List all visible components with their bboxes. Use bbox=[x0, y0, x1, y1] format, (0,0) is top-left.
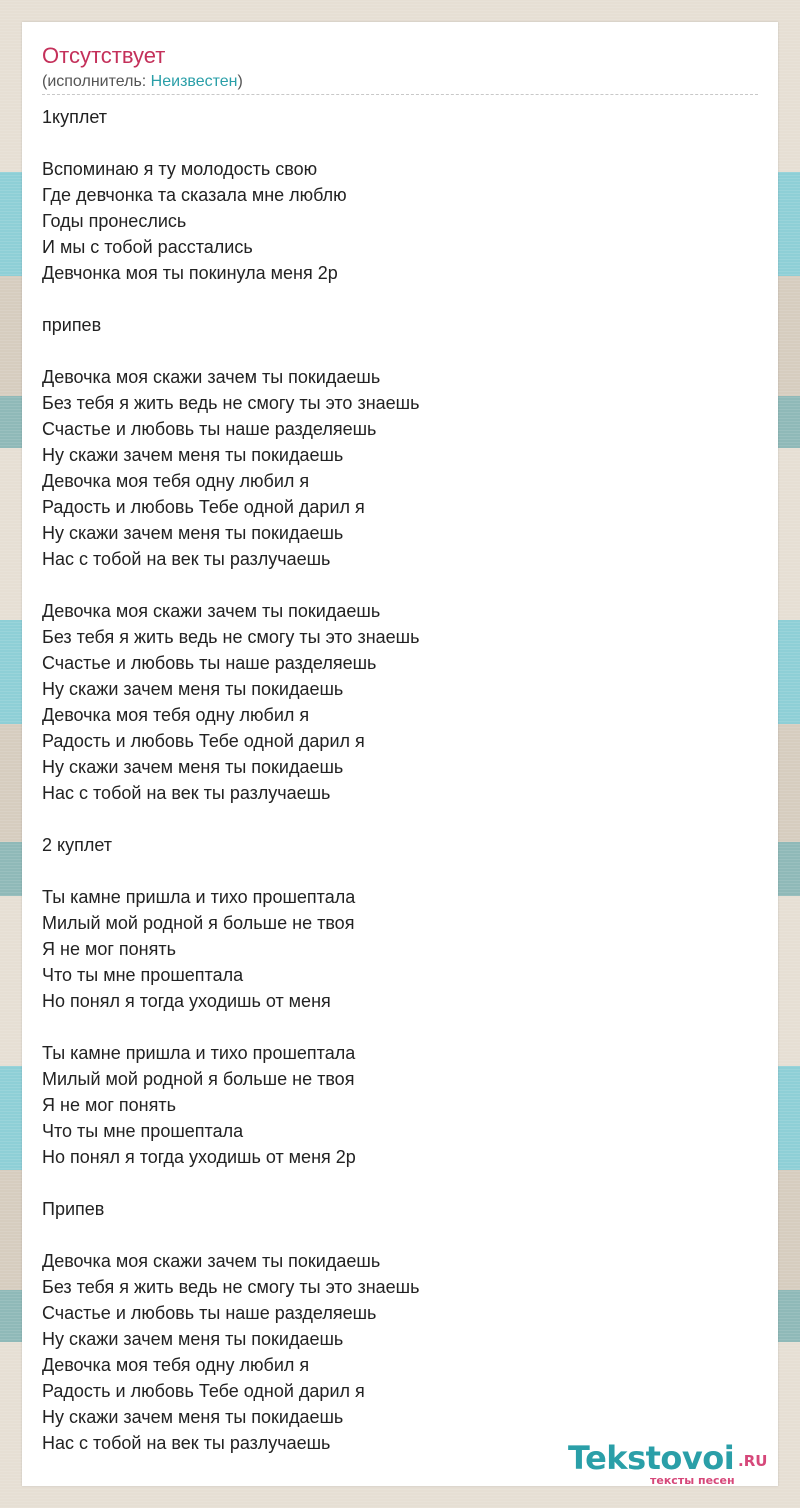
artist-suffix: ) bbox=[237, 73, 243, 90]
artist-prefix: (исполнитель: bbox=[42, 73, 151, 90]
lyric-line: Я не мог понять bbox=[42, 939, 176, 959]
lyric-blank-line bbox=[42, 1222, 758, 1248]
lyric-line: Девочка моя скажи зачем ты покидаешь bbox=[42, 1251, 381, 1271]
lyric-blank-line bbox=[42, 130, 758, 156]
lyric-line: Но понял я тогда уходишь от меня 2р bbox=[42, 1147, 356, 1167]
lyric-blank-line bbox=[42, 572, 758, 598]
lyric-line: Нас с тобой на век ты разлучаешь bbox=[42, 783, 331, 803]
lyric-blank-line bbox=[42, 858, 758, 884]
lyric-line: Ну скажи зачем меня ты покидаешь bbox=[42, 445, 344, 465]
artist-link[interactable]: Неизвестен bbox=[150, 73, 238, 90]
lyric-line: Годы пронеслись bbox=[42, 211, 187, 231]
lyric-line: Девчонка моя ты покинула меня 2р bbox=[42, 263, 338, 283]
lyric-line: Ну скажи зачем меня ты покидаешь bbox=[42, 757, 344, 777]
lyric-line: 2 куплет bbox=[42, 835, 112, 855]
lyric-blank-line bbox=[42, 338, 758, 364]
lyric-blank-line bbox=[42, 1014, 758, 1040]
lyric-line: Милый мой родной я больше не твоя bbox=[42, 913, 355, 933]
lyric-line: Что ты мне прошептала bbox=[42, 1121, 244, 1141]
lyric-line: припев bbox=[42, 315, 102, 335]
lyric-line: Ты камне пришла и тихо прошептала bbox=[42, 887, 356, 907]
lyric-line: Нас с тобой на век ты разлучаешь bbox=[42, 549, 331, 569]
lyric-line: Где девчонка та сказала мне люблю bbox=[42, 185, 347, 205]
lyric-line: Что ты мне прошептала bbox=[42, 965, 244, 985]
lyric-line: Нас с тобой на век ты разлучаешь bbox=[42, 1433, 331, 1453]
lyric-line: Радость и любовь Тебе одной дарил я bbox=[42, 1381, 365, 1401]
lyric-line: Без тебя я жить ведь не смогу ты это знаешь bbox=[42, 627, 420, 647]
lyric-line: 1куплет bbox=[42, 107, 107, 127]
lyric-line: Но понял я тогда уходишь от меня bbox=[42, 991, 331, 1011]
lyric-line: Ну скажи зачем меня ты покидаешь bbox=[42, 679, 344, 699]
lyric-blank-line bbox=[42, 1170, 758, 1196]
logo-tld: .RU bbox=[738, 1452, 768, 1470]
lyric-line: Без тебя я жить ведь не смогу ты это знаешь bbox=[42, 1277, 420, 1297]
lyric-line: Без тебя я жить ведь не смогу ты это знаешь bbox=[42, 393, 420, 413]
lyric-line: Я не мог понять bbox=[42, 1095, 176, 1115]
lyric-line: Ты камне пришла и тихо прошептала bbox=[42, 1043, 356, 1063]
artist-line bbox=[42, 72, 243, 92]
lyric-line: Счастье и любовь ты наше разделяешь bbox=[42, 419, 377, 439]
header-divider bbox=[42, 94, 758, 95]
lyric-blank-line bbox=[42, 286, 758, 312]
lyric-line: Счастье и любовь ты наше разделяешь bbox=[42, 653, 377, 673]
lyric-line: Ну скажи зачем меня ты покидаешь bbox=[42, 523, 344, 543]
lyric-line: Милый мой родной я больше не твоя bbox=[42, 1069, 355, 1089]
lyric-line: Девочка моя тебя одну любил я bbox=[42, 705, 310, 725]
lyric-line: И мы с тобой расстались bbox=[42, 237, 253, 257]
song-title: Отсутствует bbox=[42, 43, 166, 68]
logo-name: Tekstovoi bbox=[568, 1439, 735, 1477]
lyric-line: Девочка моя тебя одну любил я bbox=[42, 471, 310, 491]
lyric-line: Ну скажи зачем меня ты покидаешь bbox=[42, 1407, 344, 1427]
logo-tagline: тексты песен bbox=[650, 1474, 735, 1487]
lyric-line: Девочка моя скажи зачем ты покидаешь bbox=[42, 601, 381, 621]
lyric-line: Радость и любовь Тебе одной дарил я bbox=[42, 731, 365, 751]
lyric-line: Девочка моя скажи зачем ты покидаешь bbox=[42, 367, 381, 387]
lyric-line: Вспоминаю я ту молодость свою bbox=[42, 159, 318, 179]
site-logo[interactable] bbox=[568, 1440, 778, 1486]
lyric-line: Припев bbox=[42, 1199, 105, 1219]
lyric-line: Девочка моя тебя одну любил я bbox=[42, 1355, 310, 1375]
lyric-line: Счастье и любовь ты наше разделяешь bbox=[42, 1303, 377, 1323]
lyric-blank-line bbox=[42, 806, 758, 832]
lyric-line: Радость и любовь Тебе одной дарил я bbox=[42, 497, 365, 517]
lyrics-card bbox=[22, 22, 778, 1486]
lyrics-text bbox=[42, 104, 758, 1456]
lyric-line: Ну скажи зачем меня ты покидаешь bbox=[42, 1329, 344, 1349]
